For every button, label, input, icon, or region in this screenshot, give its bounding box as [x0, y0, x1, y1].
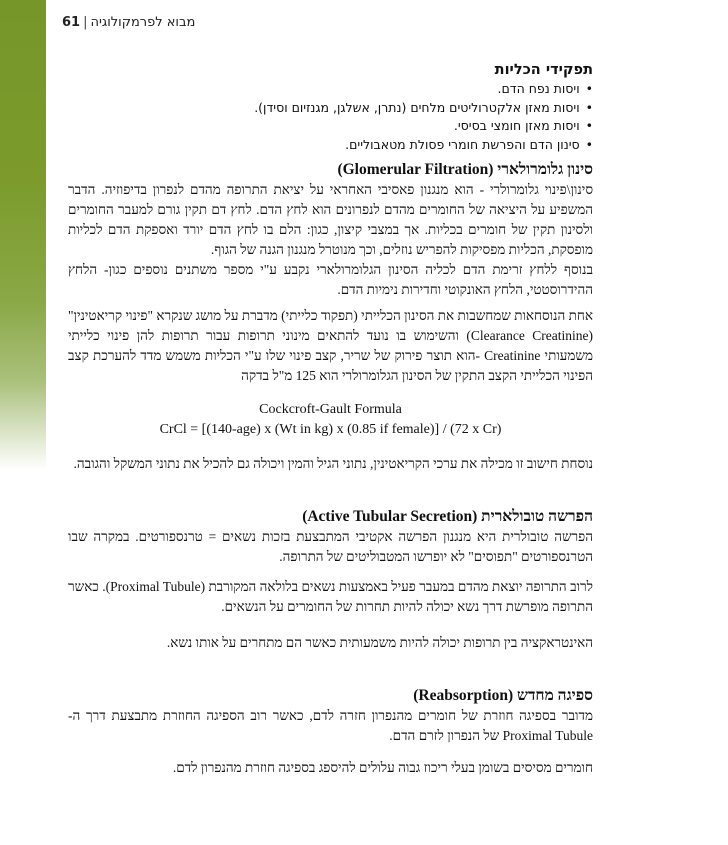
- reabsorption-paragraph: [68, 758, 593, 778]
- paragraph: מדובר בספיגה חוזרת של חומרים מהנפרון חזרה לדם, כאשר רוב הספיגה החוזרת מתבצעת דרך ה-Proximal Tubule של הנפרון לזרם הדם.: [68, 708, 593, 743]
- formula-note: [68, 454, 593, 474]
- formula-title: Cockcroft-Gault Formula: [259, 402, 402, 417]
- paragraph: בנוסף ללחץ זרימת הדם לכליה הסינון הגלומרולארי נקבע ע"י מספר משתנים נוספים כגון- הלחץ ההידרוסטטי, הלחץ האונקוטי וחדירות נימיות הדם.: [68, 262, 593, 297]
- formula: CrCl = [(140-age) x (Wt in kg) x (0.85 if female)] / (72 x Cr): [159, 422, 502, 437]
- list-item: • ויסות מאזן אלקטרוליטים מלחים (נתרן, אשלגן, מגנזיום וסידן).: [68, 99, 593, 118]
- book-title: מבוא לפרמקולוגיה: [90, 15, 196, 30]
- page-header: [62, 15, 195, 30]
- interaction-paragraph: [68, 633, 593, 653]
- clearance-paragraph: [68, 306, 593, 386]
- paragraph: האינטראקציה בין תרופות יכולה להיות משמעותית כאשר הם מתחרים על אותו נשא.: [166, 635, 593, 650]
- paragraph: לרוב התרופה יוצאת מהדם במעבר פעיל באמצעות נשאים בלולאה המקורבת (Proximal Tubule). כאשר התרופה מופרשת דרך נשא יכולה להיות תחרות של החומרים על הנשאים.: [68, 579, 593, 614]
- paragraph: אחת הנוסחאות שמחשבות את הסינון הכלייתי (תפקוד כלייתי) מדברת על מושג שנקרא "פינוי קריאטינין" (Clearance Creatinine) והשימוש בו נועד להתאים מינוני תרופות עבור תרופות להן פינוי כלייתי משמעותי Creatinine -הוא תוצר פירוק של שריר, קצב פינוי שלו ע"י הכליות משמש מדד להערכת קצב הפינוי הכלייתי הקצב התקין של הסינון הגלומרולרי הוא 125 מ"ל בדקה: [68, 308, 593, 383]
- section-title: הפרשה טובולארית (Active Tubular Secretion): [302, 508, 593, 525]
- list-item: • ויסות נפח הדם.: [68, 80, 593, 99]
- header-separator: |: [83, 15, 88, 30]
- paragraph: הפרשה טובולרית היא מנגנון הפרשה אקטיבי המתבצעת בזכות נשאים = טרנספורטים. במקרה שבו הטרנספורטים "תפוסים" לא יופרשו המטבוליטים של התרופה.: [68, 529, 593, 564]
- section-kidney-functions: [68, 60, 593, 154]
- paragraph: סינון\פינוי גלומרולרי - הוא מנגנון פאסיבי האחראי על יציאת התרופה מהדם לנפרון בדיפוזיה. הדבר המשפיע על היציאה של החומרים מהדם לנפרונים הוא לחץ הדם. לחץ דם תקין גורם למעבר החומרים ולסינון תקין של חומרים בכליות. אך במצבי קיצון, כגון: הלם בו לחץ הדם יורד ואספקת הדם לכליות מופסקת, הכליות מפסיקות להפריש נוזלים, וכך מנוטרל מנגנון הגנה של הגוף.: [68, 182, 593, 257]
- paragraph: חומרים מסיסים בשומן בעלי ריכוז גבוה עלולים להיספג בספיגה חוזרת מהנפרון לדם.: [172, 760, 593, 775]
- section-title: תפקידי הכליות: [494, 62, 593, 78]
- section-title: ספיגה מחדש (Reabsorption): [413, 687, 593, 704]
- section-glomerular-filtration: [68, 160, 593, 300]
- tubular-paragraph: [68, 577, 593, 617]
- list-item: • ויסות מאזן חומצי בסיסי.: [68, 117, 593, 136]
- paragraph: נוסחת חישוב זו מכילה את ערכי הקריאטינין, נתוני הגיל והמין ויכולה גם להכיל את נתוני המשקל והגובה.: [73, 456, 593, 471]
- page-number: 61: [62, 15, 81, 30]
- section-tubular-secretion: [68, 507, 593, 567]
- bullet-list: [68, 80, 593, 154]
- section-reabsorption: [68, 686, 593, 746]
- section-title: סינון גלומרולארי (Glomerular Filtration): [337, 161, 593, 178]
- decorative-sidebar-bar: [0, 0, 46, 845]
- list-item: • סינון הדם והפרשת חומרי פסולת מטאבוליים.: [68, 136, 593, 155]
- formula-block: [68, 400, 593, 440]
